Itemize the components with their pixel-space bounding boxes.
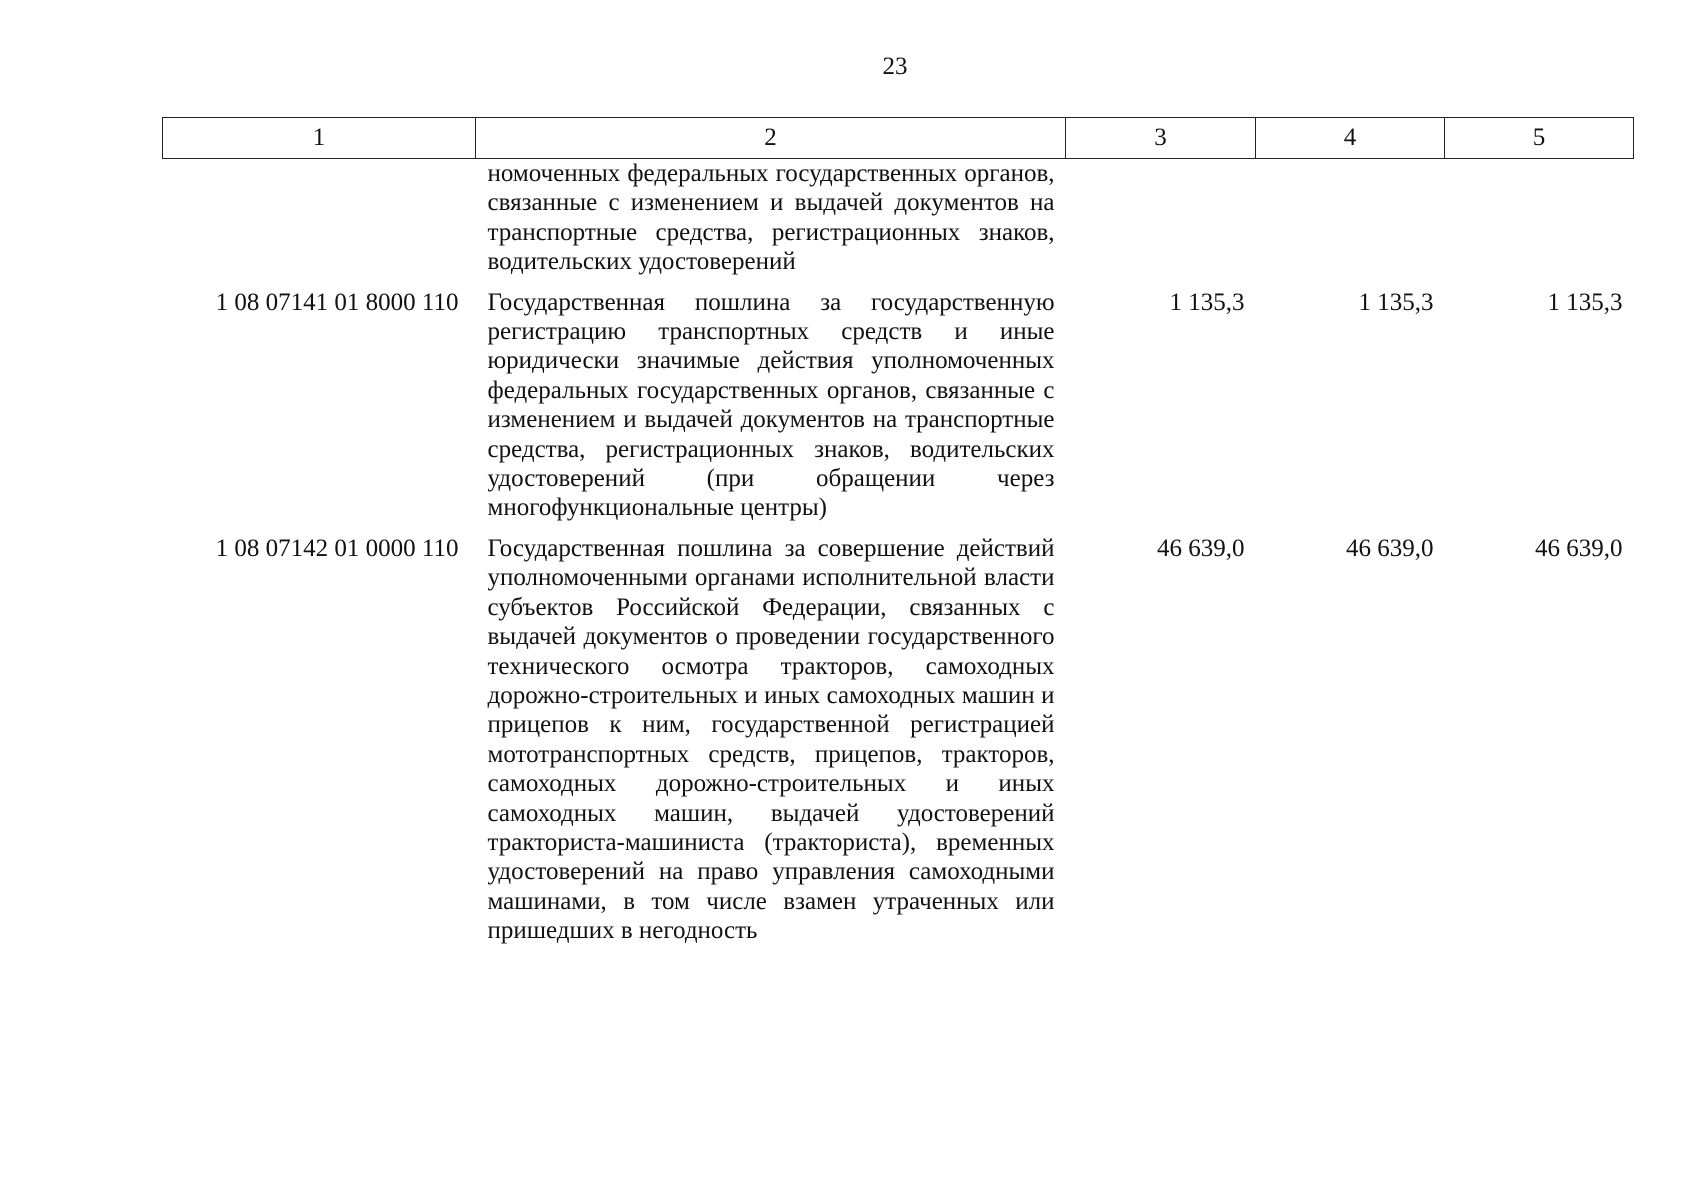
row-value-col3 — [1066, 159, 1256, 277]
row-code: 1 08 07141 01 8000 110 — [215, 288, 459, 316]
header-col-4: 4 — [1256, 118, 1445, 159]
table-row — [163, 159, 1634, 277]
header-col-5: 5 — [1445, 118, 1634, 159]
page-number: 23 — [882, 53, 908, 80]
row-description: Государственная пошлина за совершение действий уполномоченными органами исполнительной власти субъектов Российской Федерации, связанных с выдачей документов о проведении государственного технического осмотра тракторов, самоходных дорожно-строительных и иных самоходных машин и прицепов к ним, государственной регистрацией мототранспортных средств, прицепов, тракторов, самоходных дорожно-строительных и иных самоходных машин, выдачей удостоверений тракториста-машиниста (тракториста), временных удостоверений на право управления самоходными машинами, в том числе взамен утраченных или пришедших в негодность — [487, 534, 1055, 945]
row-code — [163, 159, 476, 277]
row-value-col4: 46 639,0 — [1346, 534, 1434, 562]
row-description-cell — [476, 523, 1066, 946]
table-row — [163, 277, 1634, 523]
table-row — [163, 523, 1634, 946]
row-description-cell — [476, 277, 1066, 523]
header-col-3: 3 — [1066, 118, 1256, 159]
row-value-col4: 1 135,3 — [1358, 288, 1434, 316]
budget-table — [162, 117, 1634, 946]
row-value-col5 — [1445, 159, 1634, 277]
row-description: номоченных федеральных государственных органов, связанные с изменением и выдачей документов на транспортные средства, регистрационных знаков, водительских удостоверений — [487, 160, 1055, 276]
row-description-cell — [476, 159, 1066, 277]
row-value-col5: 1 135,3 — [1547, 288, 1623, 316]
header-col-2: 2 — [476, 118, 1066, 159]
row-value-col4 — [1256, 159, 1445, 277]
header-row — [163, 118, 1634, 159]
row-value-col3: 1 135,3 — [1169, 288, 1245, 316]
row-value-col5: 46 639,0 — [1535, 534, 1623, 562]
row-value-col3: 46 639,0 — [1157, 534, 1245, 562]
header-col-1: 1 — [163, 118, 476, 159]
row-description: Государственная пошлина за государственную регистрацию транспортных средств и иные юридически значимые действия уполномоченных федеральных государственных органов, связанные с изменением и выдачей документов на транспортные средства, регистрационных знаков, водительских удостоверений (при обращении через многофункциональные центры) — [487, 288, 1055, 522]
table-header — [163, 118, 1634, 159]
table-body — [163, 159, 1634, 946]
row-code: 1 08 07142 01 0000 110 — [215, 534, 459, 562]
